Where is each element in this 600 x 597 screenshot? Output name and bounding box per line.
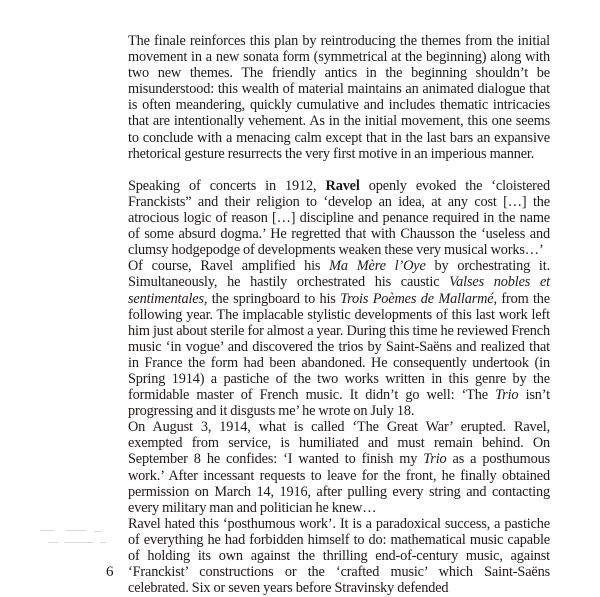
paragraph-great-war [128, 419, 550, 516]
paragraph-orchestration [128, 258, 550, 419]
text-segment: isn’t progressing and it disgusts me’ he wrote on July 18. [128, 387, 550, 420]
text-segment: by orchestrating it. Simultaneously, he hastily orchestrated his caustic [128, 258, 551, 291]
work-title: Ma Mère l’Oye [329, 258, 426, 275]
scan-artifact-marks [18, 526, 118, 548]
page-number: 6 [106, 564, 114, 580]
text-segment: On August 3, 1914, what is called ‘The Great War’ erupted. Ravel, exempted from service, is humiliated and must remain behind. On September 8 he confides: ‘I wanted to finish my [128, 419, 550, 468]
paragraph-posthumous-work [128, 516, 550, 596]
text-segment: Of course, Ravel amplified his [128, 258, 330, 275]
text-segment: Ravel hated this ‘posthumous work’. It is a paradoxical success, a pastiche of everything he had forbidden himself to do: mathematical music capable of holding its own against the thrilling end-of-century music, against ‘Franckist’ constructions or the ‘crafted music’ which Saint-Saëns celebrated. Six or seven years before Stravinsky defended [128, 515, 550, 597]
name-ravel: Ravel [325, 177, 360, 194]
text-segment: the springboard to his [207, 290, 341, 307]
paragraph-concerts-1912 [128, 178, 550, 258]
text-segment: The finale reinforces this plan by reintroducing the themes from the initial movement in a new sonata form (symmetrical at the beginning) along with two new themes. The friendly antics in the beginning shouldn’t be misunderstood: this wealth of material maintains an animated dialogue that is often meandering, quickly cumulative and includes thematic intricacies that are intentionally vehement. As in the initial movement, this one seems to conclude with a menacing calm except that in the last bars an expansive rhetorical gesture resurrects the very first motive in an imperious manner. [128, 33, 550, 162]
text-segment: as a posthumous work.’ After incessant requests to leave for the front, he finally obtained permission on March 14, 1916, after pulling every string and contacting every military man and politician he knew… [128, 451, 551, 516]
work-title: Trio [423, 451, 447, 468]
text-segment: openly evoked the ‘cloistered Franckists” and their religion to ‘develop an idea, at any cost […] the atrocious logic of reason […] discipline and penance required in the name of some absurd dogma.’ He regretted that with Chausson the ‘useless and clumsy hodgepodge of developments weaken these very musical works…’ [128, 177, 550, 259]
text-segment: Speaking of concerts in 1912, [128, 177, 326, 194]
work-title: Trois Poèmes de Mallarmé, [340, 290, 497, 307]
text-segment: from the following year. The implacable stylistic developments of this last work left him just about sterile for almost a year. During this time he reviewed French music ‘in vogue’ and discovered the trios by Saint-Saëns and realized that in France the form had been abandoned. He consequently undertook (in Spring 1914) a pastiche of the two works written in this genre by the formidable master of French music. It didn’t go well: ‘The [128, 290, 550, 404]
work-title: Trio [495, 387, 519, 404]
work-title: Valses nobles et sentimentales, [128, 274, 550, 307]
body-text [128, 33, 550, 596]
paragraph-finale [128, 33, 550, 162]
